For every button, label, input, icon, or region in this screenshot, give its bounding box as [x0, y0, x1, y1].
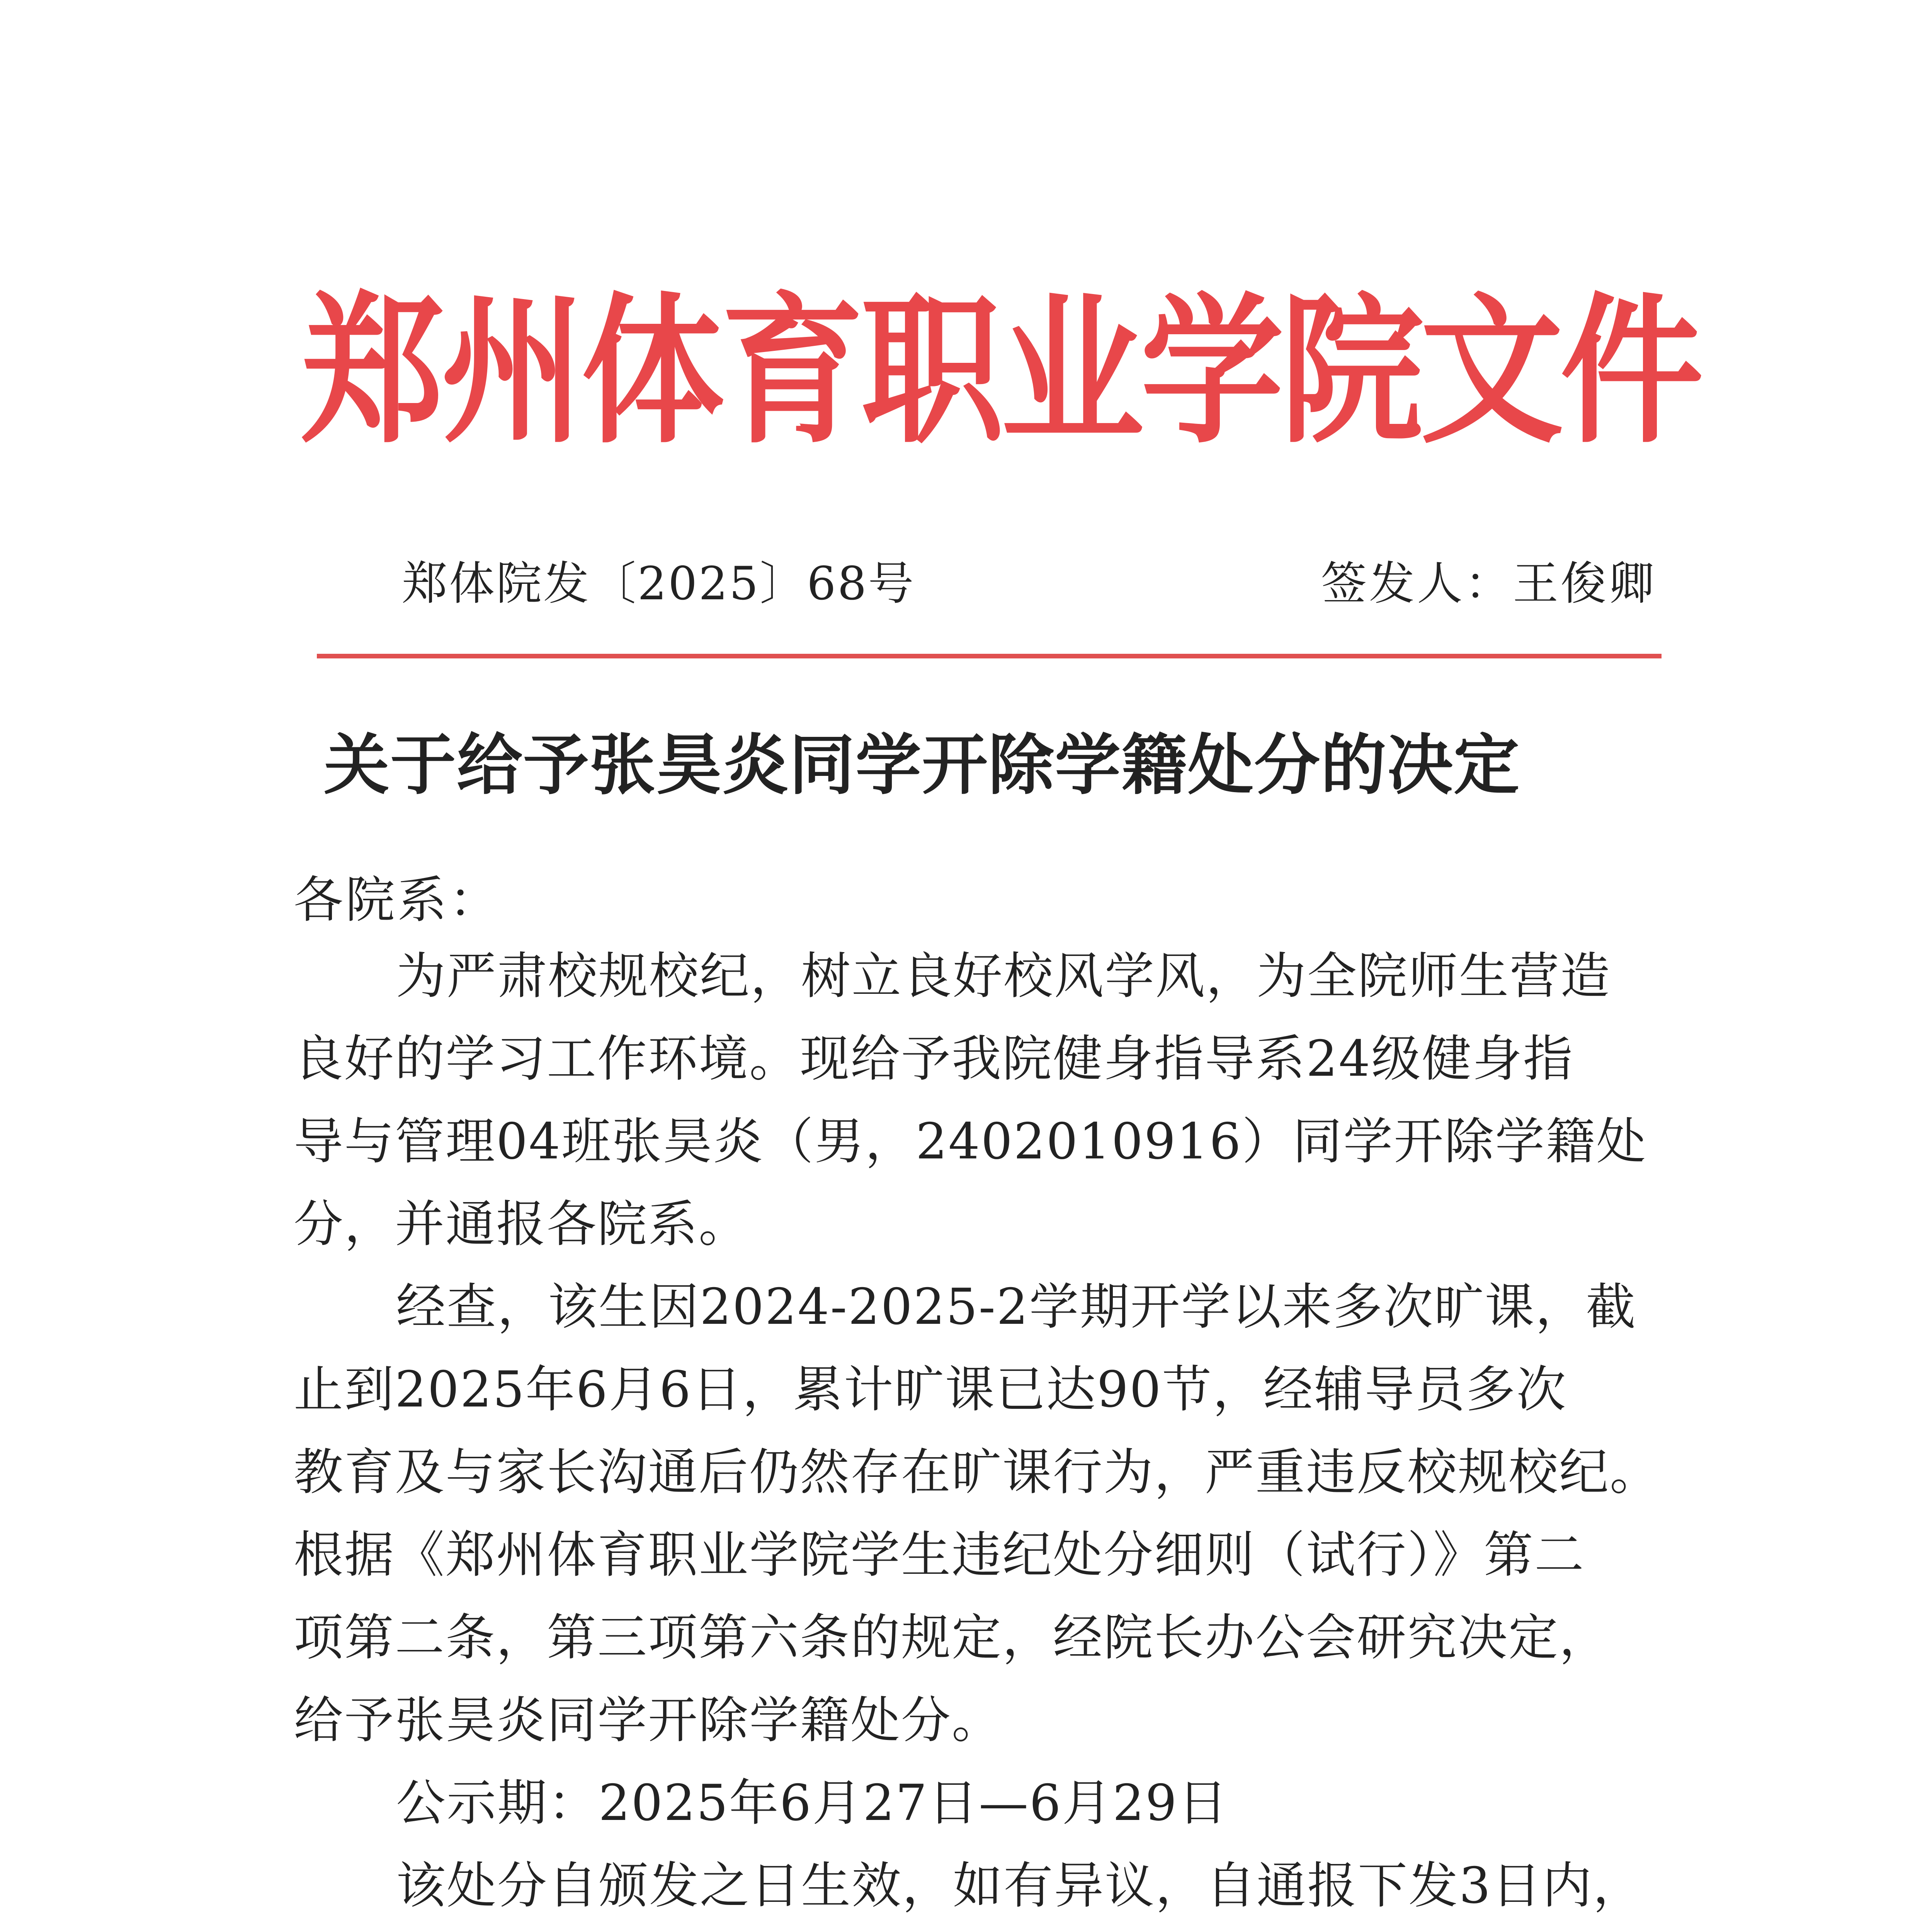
body-line: 为严肃校规校纪，树立良好校风学风，为全院师生营造 — [396, 947, 1611, 1005]
body-line: 教育及与家长沟通后仍然存在旷课行为，严重违反校规校纪。 — [294, 1444, 1661, 1501]
body-line: 项第二条，第三项第六条的规定，经院长办公会研究决定， — [294, 1609, 1610, 1667]
document-body — [294, 935, 1669, 1932]
body-line: 公示期：2025年6月27日—6月29日 — [396, 1774, 1229, 1832]
document-title: 关于给予张昊炎同学开除学籍处分的决定 — [324, 726, 1520, 804]
issuer-line: 签发人：王俊卿 — [1321, 557, 1656, 610]
body-line: 良好的学习工作环境。现给予我院健身指导系24级健身指 — [294, 1030, 1574, 1088]
header-divider — [317, 654, 1662, 658]
document-number: 郑体院发〔2025〕68号 — [402, 557, 915, 610]
body-line — [294, 1927, 1669, 1932]
document-header-title: 郑州体育职业学院文件 — [301, 279, 1700, 465]
salutation: 各院系： — [294, 871, 501, 929]
body-line: 分，并通报各院系。 — [294, 1196, 750, 1253]
body-line: 该处分自颁发之日生效，如有异议，自通报下发3日内， — [396, 1857, 1644, 1915]
body-line: 导与管理04班张昊炎（男，2402010916）同学开除学籍处 — [294, 1113, 1647, 1170]
body-line: 止到2025年6月6日，累计旷课已达90节，经辅导员多次 — [294, 1361, 1567, 1418]
body-line: 经查，该生因2024-2025-2学期开学以来多次旷课，截 — [396, 1278, 1637, 1336]
body-line: 根据《郑州体育职业学院学生违纪处分细则（试行）》第二 — [294, 1526, 1585, 1584]
body-line: 给予张昊炎同学开除学籍处分。 — [294, 1692, 1003, 1749]
